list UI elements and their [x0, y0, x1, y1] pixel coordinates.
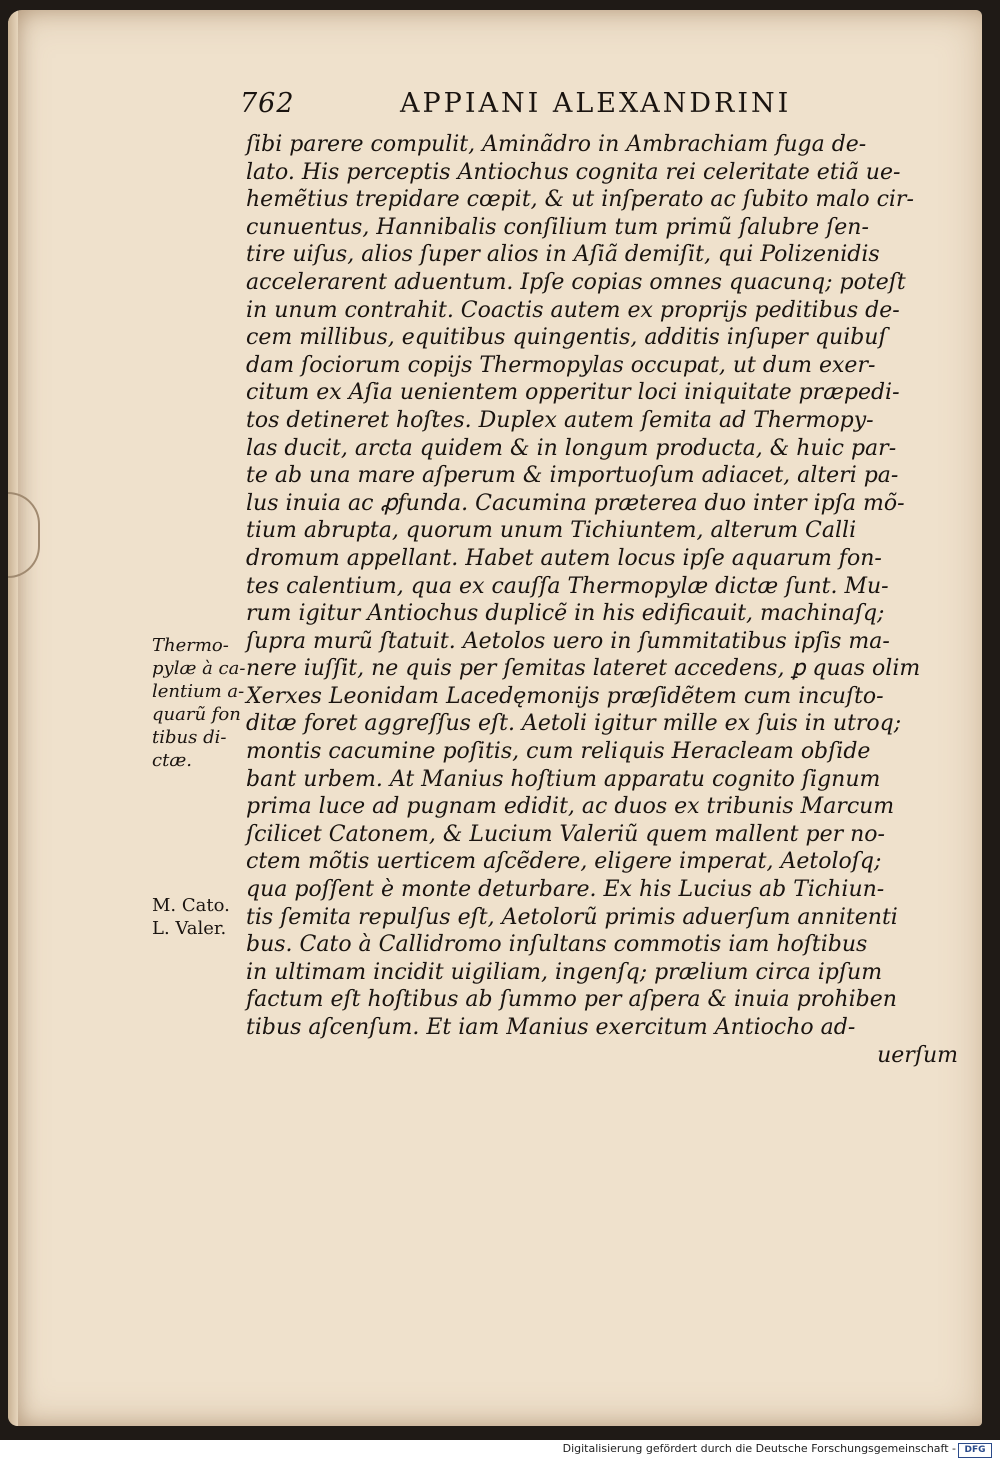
text-line: ſcilicet Catonem, & Lucium Valeriũ quem mallent per no- [246, 821, 885, 847]
marginal-note-line: ctæ. [152, 750, 192, 771]
text-line: in unum contrahit. Coactis autem ex proprijs peditibus de- [246, 297, 900, 323]
marginal-note-line: Thermo- [152, 635, 229, 656]
text-line: tire uiſus, alios ſuper alios in Aſiã demiſit, qui Polizenidis [246, 242, 880, 268]
text-line: ſibi parere compulit, Aminãdro in Ambrachiam fuga de- [246, 132, 867, 157]
text-line: rum igitur Antiochus duplicẽ in his edificauit, machinaſq; [246, 601, 885, 627]
text-line: cem millibus, equitibus quingentis, additis inſuper quibuſ [246, 325, 887, 351]
text-line: dam ſociorum copijs Thermopylas occupat, ut dum exer- [246, 352, 876, 378]
marginal-note-names [152, 894, 230, 940]
text-line: las ducit, arcta quidem & in longum producta, & huic par- [246, 435, 897, 461]
text-line: accelerarent aduentum. Ipſe copias omnes quacunq; poteſt [246, 269, 906, 295]
text-line: factum eſt hoſtibus ab ſummo per aſpera & inuia prohiben [246, 987, 897, 1013]
text-line: dromum appellant. Habet autem locus ipſe aquarum fon- [246, 545, 882, 571]
footer-bar [0, 1440, 1000, 1459]
binding-clasp-mark [8, 492, 40, 578]
text-line: te ab una mare aſperum & importuoſum adiacet, alteri pa- [246, 463, 899, 489]
text-line: tes calentium, qua ex cauſſa Thermopylæ dictæ ſunt. Mu- [246, 573, 889, 599]
text-line: hemẽtius trepidare cœpit, & ut inſperato ac ſubito malo cir- [246, 187, 914, 213]
marginal-note-line: tibus di- [152, 727, 227, 748]
text-line: citum ex Aſia uenientem opperitur loci iniquitate præpedi- [246, 380, 900, 406]
text-line: tis ſemita repulſus eſt, Aetolorũ primis aduerſum annitenti [246, 904, 898, 930]
text-line: ctem mõtis uerticem aſcẽdere, eligere imperat, Aetoloſq; [246, 849, 882, 875]
marginal-note-thermopylae [152, 634, 245, 772]
text-line: bus. Cato à Callidromo inſultans commotis iam hoſtibus [246, 932, 868, 958]
text-line: in ultimam incidit uigiliam, ingenſq; prælium circa ipſum [246, 959, 883, 985]
text-line: tium abrupta, quorum unum Tichiuntem, alterum Calli [246, 518, 857, 544]
marginal-note-line: pylæ à ca- [152, 658, 246, 679]
funding-credit: Digitalisierung gefördert durch die Deutsche Forschungsgemeinschaft - [562, 1442, 956, 1455]
marginal-note-line: L. Valer. [152, 918, 227, 939]
text-line: Xerxes Leonidam Lacedęmonijs præſidẽtem cum incuſto- [246, 683, 884, 709]
page-header [240, 88, 960, 128]
text-line: nere iuſſit, ne quis per ſemitas lateret accedens, ꝑ quas olim [246, 656, 921, 682]
text-line: montis cacumine poſitis, cum reliquis Heracleam obſide [246, 739, 871, 765]
page-number: 762 [240, 88, 295, 119]
text-line: ſupra murũ ſtatuit. Aetolos uero in ſummitatibus ipſis ma- [246, 628, 890, 654]
body-text [246, 131, 958, 1069]
text-line: tos detineret hoſtes. Duplex autem ſemita ad Thermopy- [246, 407, 874, 433]
text-line: lato. His perceptis Antiochus cognita rei celeritate etiã ue- [246, 159, 901, 185]
text-line: tibus aſcenſum. Et iam Manius exercitum Antiocho ad- [246, 1015, 856, 1040]
page-gutter-shadow [8, 10, 18, 1426]
catchword: uerſum [877, 1042, 958, 1068]
running-head: APPIANI ALEXANDRINI [400, 88, 792, 119]
text-line: qua poſſent è monte deturbare. Ex his Lucius ab Tichiun- [246, 877, 885, 903]
marginal-note-line: M. Cato. [152, 895, 230, 916]
text-line: cunuentus, Hannibalis conſilium tum primũ ſalubre ſen- [246, 214, 869, 240]
dfg-logo: DFG [958, 1443, 992, 1458]
text-line: bant urbem. At Manius hoſtium apparatu cognito ſignum [246, 766, 881, 792]
marginal-note-line: quarũ fon [152, 704, 241, 725]
text-line: prima luce ad pugnam edidit, ac duos ex tribunis Marcum [246, 794, 895, 820]
marginal-note-line: lentium a- [152, 681, 245, 702]
text-line: ditæ foret aggreſſus eſt. Aetoli igitur mille ex ſuis in utroq; [246, 711, 902, 737]
text-line: lus inuia ac ꝓfunda. Cacumina præterea duo inter ipſa mõ- [246, 490, 905, 516]
